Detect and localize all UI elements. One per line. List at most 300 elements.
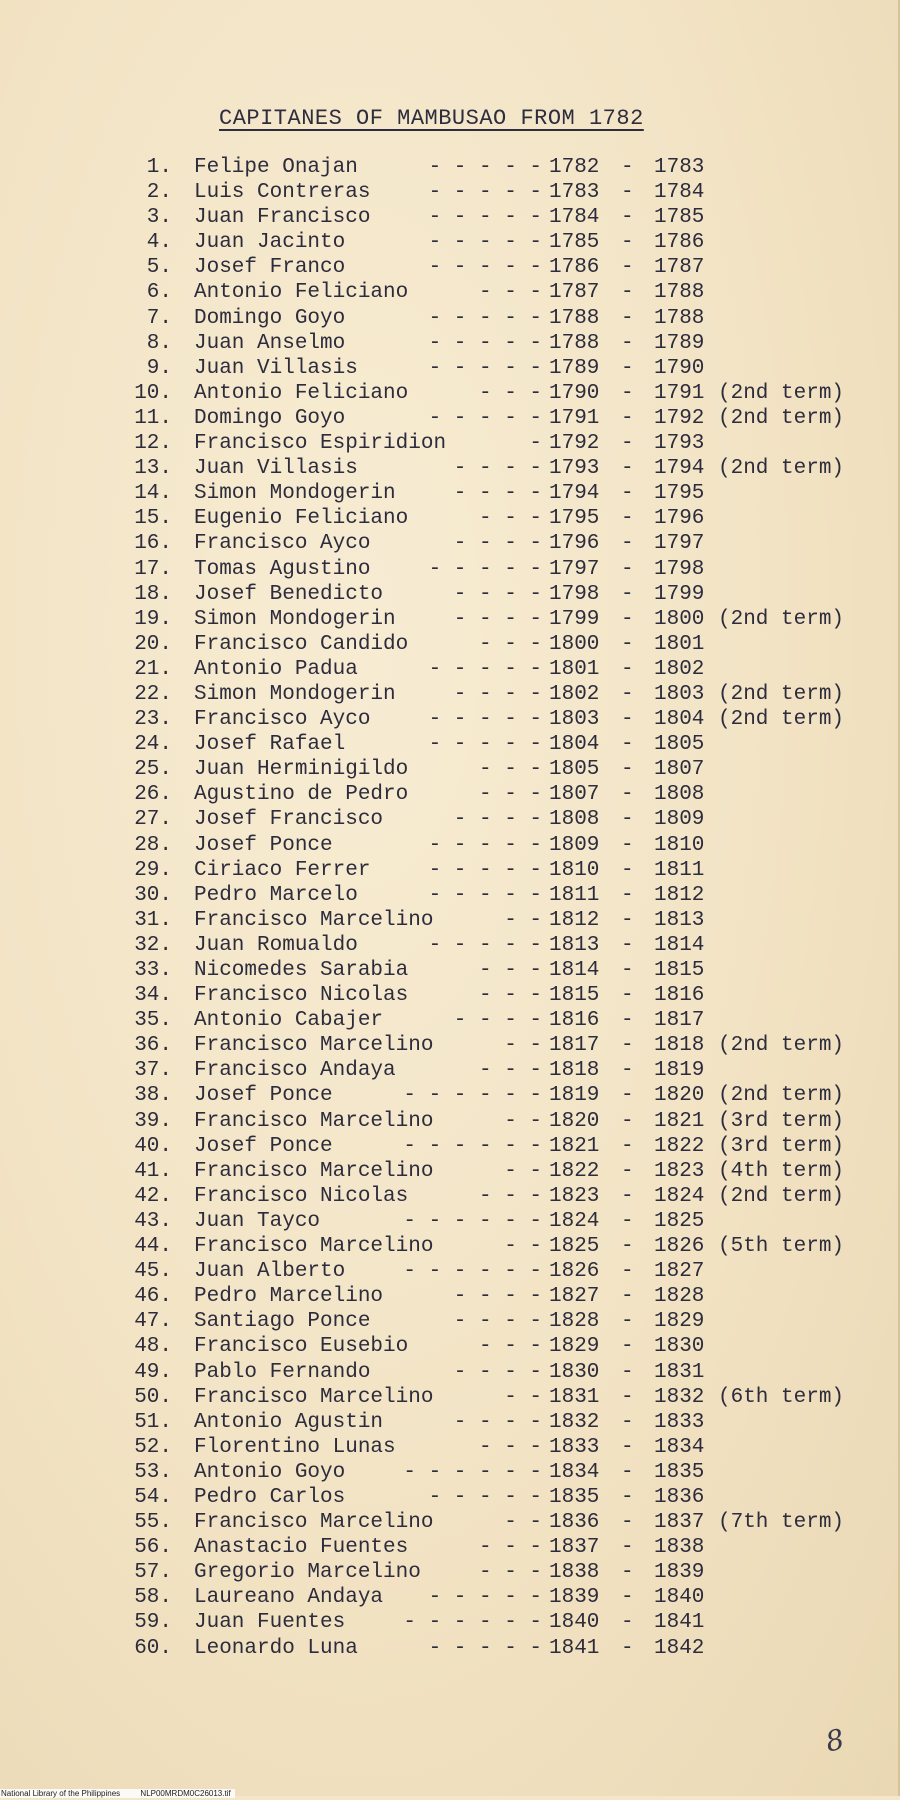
list-item [0, 858, 900, 883]
entry-number: 56. [134, 1536, 172, 1560]
leader-dashes: - - - - - - [403, 1460, 542, 1484]
leader-dashes: - - - [478, 783, 542, 807]
year-separator: - [621, 1460, 634, 1484]
list-item [0, 1510, 900, 1535]
capitan-name: Florentino Lunas [194, 1435, 396, 1459]
term-start-year: 1821 [549, 1134, 600, 1158]
entry-number: 28. [134, 833, 172, 857]
year-separator: - [621, 1159, 634, 1183]
term-note: (2nd term) [718, 607, 845, 631]
term-start-year: 1829 [549, 1335, 600, 1359]
year-separator: - [621, 1611, 634, 1635]
term-end-year: 1838 [654, 1536, 705, 1560]
entry-number: 24. [134, 733, 172, 757]
year-separator: - [621, 507, 634, 531]
entry-number: 57. [134, 1561, 172, 1585]
year-separator: - [621, 858, 634, 882]
entry-number: 49. [134, 1360, 172, 1384]
entry-number: 22. [134, 682, 172, 706]
list-item [0, 757, 900, 782]
leader-dashes: - - - - - [428, 858, 542, 882]
list-item [0, 1560, 900, 1585]
year-separator: - [621, 432, 634, 456]
capitan-name: Josef Francisco [194, 808, 384, 832]
leader-dashes: - - - - - - [403, 1209, 542, 1233]
term-end-year: 1836 [654, 1485, 705, 1509]
term-start-year: 1824 [549, 1209, 600, 1233]
entry-number: 2. [146, 181, 172, 205]
leader-dashes: - - - - - [428, 833, 542, 857]
capitan-name: Francisco Nicolas [194, 984, 409, 1008]
leader-dashes: - - - - - [428, 331, 542, 355]
term-end-year: 1833 [654, 1410, 705, 1434]
entry-number: 16. [134, 532, 172, 556]
year-separator: - [621, 984, 634, 1008]
year-separator: - [621, 1034, 634, 1058]
capitan-name: Juan Anselmo [194, 331, 346, 355]
list-item [0, 1485, 900, 1510]
leader-dashes: - - [504, 1159, 542, 1183]
capitan-name: Antonio Goyo [194, 1460, 346, 1484]
term-start-year: 1794 [549, 482, 600, 506]
list-item [0, 255, 900, 280]
list-item [0, 381, 900, 406]
capitan-name: Juan Alberto [194, 1260, 346, 1284]
leader-dashes: - - - [478, 1184, 542, 1208]
list-item [0, 1209, 900, 1234]
leader-dashes: - - - - [453, 808, 542, 832]
term-end-year: 1815 [654, 959, 705, 982]
term-start-year: 1820 [549, 1109, 600, 1133]
list-item [0, 1410, 900, 1435]
year-separator: - [621, 1184, 634, 1208]
term-end-year: 1789 [654, 331, 705, 355]
capitan-name: Francisco Eusebio [194, 1335, 409, 1359]
year-separator: - [621, 206, 634, 230]
term-start-year: 1833 [549, 1435, 600, 1459]
term-start-year: 1782 [549, 156, 600, 179]
leader-dashes: - - - - - [428, 933, 542, 957]
year-separator: - [621, 1134, 634, 1158]
term-end-year: 1804 [654, 708, 705, 732]
list-item [0, 1460, 900, 1485]
term-start-year: 1800 [549, 632, 600, 656]
term-end-year: 1794 [654, 457, 705, 481]
capitan-name: Santiago Ponce [194, 1310, 371, 1334]
list-item [0, 707, 900, 732]
term-start-year: 1788 [549, 331, 600, 355]
list-item [0, 632, 900, 657]
capitan-name: Francisco Espiridion [194, 432, 447, 456]
capitan-name: Gregorio Marcelino [194, 1561, 421, 1585]
year-separator: - [621, 758, 634, 782]
entry-number: 51. [134, 1410, 172, 1434]
capitan-name: Francisco Marcelino [194, 908, 434, 932]
capitan-name: Simon Mondogerin [194, 482, 396, 506]
capitan-name: Pedro Marcelino [194, 1285, 384, 1309]
year-separator: - [621, 959, 634, 982]
leader-dashes: - - - [478, 507, 542, 531]
entry-number: 53. [134, 1460, 172, 1484]
list-item [0, 1109, 900, 1134]
list-item [0, 1435, 900, 1460]
year-separator: - [621, 1360, 634, 1384]
year-separator: - [621, 1385, 634, 1409]
leader-dashes: - - [504, 1034, 542, 1058]
capitan-name: Josef Benedicto [194, 582, 384, 606]
entry-number: 47. [134, 1310, 172, 1334]
capitan-name: Anastacio Fuentes [194, 1536, 409, 1560]
term-start-year: 1803 [549, 708, 600, 732]
term-end-year: 1816 [654, 984, 705, 1008]
year-separator: - [621, 306, 634, 330]
capitan-name: Juan Villasis [194, 457, 358, 481]
leader-dashes: - - - - - - [403, 1084, 542, 1108]
term-end-year: 1793 [654, 432, 705, 456]
list-item [0, 180, 900, 205]
year-separator: - [621, 1561, 634, 1585]
leader-dashes: - - - [478, 1561, 542, 1585]
list-item [0, 230, 900, 255]
year-separator: - [621, 457, 634, 481]
capitan-name: Antonio Agustin [194, 1410, 384, 1434]
entry-number: 48. [134, 1335, 172, 1359]
term-end-year: 1823 [654, 1159, 705, 1183]
entry-number: 55. [134, 1511, 172, 1535]
term-start-year: 1788 [549, 306, 600, 330]
term-end-year: 1788 [654, 281, 705, 305]
entry-number: 31. [134, 908, 172, 932]
term-note: (2nd term) [718, 708, 845, 732]
list-item [0, 607, 900, 632]
year-separator: - [621, 833, 634, 857]
entry-number: 25. [134, 758, 172, 782]
term-start-year: 1784 [549, 206, 600, 230]
capitan-name: Antonio Feliciano [194, 281, 409, 305]
capitan-name: Josef Ponce [194, 1084, 333, 1108]
capitan-name: Pablo Fernando [194, 1360, 371, 1384]
leader-dashes: - - - - - - [403, 1611, 542, 1635]
leader-dashes: - - - - - - [403, 1134, 542, 1158]
term-start-year: 1841 [549, 1636, 600, 1660]
leader-dashes: - - - - - [428, 206, 542, 230]
capitan-name: Juan Francisco [194, 206, 371, 230]
term-end-year: 1796 [654, 507, 705, 531]
year-separator: - [621, 181, 634, 205]
term-note: (3rd term) [718, 1109, 845, 1133]
year-separator: - [621, 1485, 634, 1509]
list-item [0, 1360, 900, 1385]
capitan-name: Luis Contreras [194, 181, 371, 205]
entry-number: 4. [146, 231, 172, 255]
capitan-name: Juan Herminigildo [194, 758, 409, 782]
capitan-name: Francisco Ayco [194, 532, 371, 556]
term-end-year: 1818 [654, 1034, 705, 1058]
leader-dashes: - - - - - [428, 1485, 542, 1509]
term-end-year: 1801 [654, 632, 705, 656]
entry-number: 13. [134, 457, 172, 481]
entry-number: 60. [134, 1636, 172, 1660]
capitan-name: Juan Villasis [194, 356, 358, 380]
term-end-year: 1821 [654, 1109, 705, 1133]
list-item [0, 331, 900, 356]
leader-dashes: - - - - - [428, 708, 542, 732]
list-item [0, 1284, 900, 1309]
term-start-year: 1838 [549, 1561, 600, 1585]
leader-dashes: - - - - - [428, 657, 542, 681]
leader-dashes: - - - - [453, 532, 542, 556]
term-start-year: 1795 [549, 507, 600, 531]
capitan-name: Francisco Nicolas [194, 1184, 409, 1208]
year-separator: - [621, 808, 634, 832]
term-note: (6th term) [718, 1385, 845, 1409]
entry-number: 36. [134, 1034, 172, 1058]
entry-number: 42. [134, 1184, 172, 1208]
term-end-year: 1814 [654, 933, 705, 957]
year-separator: - [621, 1335, 634, 1359]
term-end-year: 1841 [654, 1611, 705, 1635]
entry-number: 59. [134, 1611, 172, 1635]
year-separator: - [621, 356, 634, 380]
year-separator: - [621, 331, 634, 355]
capitan-name: Antonio Cabajer [194, 1009, 384, 1033]
entry-number: 29. [134, 858, 172, 882]
year-separator: - [621, 482, 634, 506]
list-item [0, 306, 900, 331]
library-credit: National Library of the Philippines [1, 1789, 121, 1798]
capitan-name: Agustino de Pedro [194, 783, 409, 807]
term-start-year: 1837 [549, 1536, 600, 1560]
entry-number: 38. [134, 1084, 172, 1108]
capitan-name: Francisco Ayco [194, 708, 371, 732]
year-separator: - [621, 1410, 634, 1434]
leader-dashes: - - - [478, 1335, 542, 1359]
year-separator: - [621, 557, 634, 581]
entry-number: 6. [146, 281, 172, 305]
list-item [0, 582, 900, 607]
capitan-name: Felipe Onajan [194, 156, 358, 179]
list-item [0, 958, 900, 983]
leader-dashes: - - - [478, 959, 542, 982]
term-start-year: 1791 [549, 406, 600, 430]
term-end-year: 1798 [654, 557, 705, 581]
term-note: (2nd term) [718, 1084, 845, 1108]
term-start-year: 1815 [549, 984, 600, 1008]
leader-dashes: - - - - - [428, 356, 542, 380]
term-start-year: 1783 [549, 181, 600, 205]
leader-dashes: - - - - - [428, 883, 542, 907]
list-item [0, 1134, 900, 1159]
capitan-name: Francisco Marcelino [194, 1385, 434, 1409]
term-end-year: 1791 [654, 381, 705, 405]
list-item [0, 983, 900, 1008]
term-end-year: 1817 [654, 1009, 705, 1033]
leader-dashes: - - - - - [428, 406, 542, 430]
entry-number: 52. [134, 1435, 172, 1459]
year-separator: - [621, 1235, 634, 1259]
year-separator: - [621, 783, 634, 807]
entry-number: 27. [134, 808, 172, 832]
entry-number: 50. [134, 1385, 172, 1409]
term-start-year: 1835 [549, 1485, 600, 1509]
term-start-year: 1819 [549, 1084, 600, 1108]
year-separator: - [621, 1536, 634, 1560]
list-item [0, 1334, 900, 1359]
term-start-year: 1805 [549, 758, 600, 782]
year-separator: - [621, 281, 634, 305]
leader-dashes: - - - - - [428, 306, 542, 330]
term-end-year: 1783 [654, 156, 705, 179]
entry-number: 40. [134, 1134, 172, 1158]
term-start-year: 1801 [549, 657, 600, 681]
entry-number: 35. [134, 1009, 172, 1033]
capitan-name: Juan Romualdo [194, 933, 358, 957]
term-end-year: 1830 [654, 1335, 705, 1359]
term-end-year: 1808 [654, 783, 705, 807]
capitan-name: Domingo Goyo [194, 306, 346, 330]
term-end-year: 1792 [654, 406, 705, 430]
term-start-year: 1818 [549, 1059, 600, 1083]
list-item [0, 1033, 900, 1058]
year-separator: - [621, 933, 634, 957]
year-separator: - [621, 1285, 634, 1309]
capitan-name: Francisco Marcelino [194, 1235, 434, 1259]
term-end-year: 1813 [654, 908, 705, 932]
capitan-name: Tomas Agustino [194, 557, 371, 581]
year-separator: - [621, 1059, 634, 1083]
leader-dashes: - - - [478, 1435, 542, 1459]
term-end-year: 1834 [654, 1435, 705, 1459]
term-start-year: 1823 [549, 1184, 600, 1208]
handwritten-page-number: 8 [822, 1722, 848, 1759]
term-end-year: 1788 [654, 306, 705, 330]
term-end-year: 1827 [654, 1260, 705, 1284]
term-end-year: 1829 [654, 1310, 705, 1334]
term-end-year: 1832 [654, 1385, 705, 1409]
list-item [0, 356, 900, 381]
list-item [0, 1259, 900, 1284]
term-end-year: 1824 [654, 1184, 705, 1208]
leader-dashes: - - - - - [428, 156, 542, 179]
leader-dashes: - - [504, 1385, 542, 1409]
capitan-name: Juan Fuentes [194, 1611, 346, 1635]
entry-number: 1. [146, 156, 172, 179]
leader-dashes: - - [504, 908, 542, 932]
entry-number: 20. [134, 632, 172, 656]
entry-number: 34. [134, 984, 172, 1008]
entry-number: 21. [134, 657, 172, 681]
leader-dashes: - - - - - [428, 733, 542, 757]
capitan-name: Juan Jacinto [194, 231, 346, 255]
leader-dashes: - - [504, 1109, 542, 1133]
term-end-year: 1787 [654, 256, 705, 280]
term-note: (2nd term) [718, 381, 845, 405]
entry-number: 7. [146, 306, 172, 330]
term-start-year: 1787 [549, 281, 600, 305]
capitan-name: Domingo Goyo [194, 406, 346, 430]
term-end-year: 1795 [654, 482, 705, 506]
list-item [0, 807, 900, 832]
year-separator: - [621, 1310, 634, 1334]
term-end-year: 1837 [654, 1511, 705, 1535]
term-start-year: 1830 [549, 1360, 600, 1384]
capitan-name: Simon Mondogerin [194, 607, 396, 631]
entry-number: 32. [134, 933, 172, 957]
list-item [0, 481, 900, 506]
year-separator: - [621, 607, 634, 631]
entry-number: 37. [134, 1059, 172, 1083]
term-end-year: 1812 [654, 883, 705, 907]
term-start-year: 1828 [549, 1310, 600, 1334]
leader-dashes: - - - - [453, 482, 542, 506]
list-item [0, 1585, 900, 1610]
entry-number: 17. [134, 557, 172, 581]
term-end-year: 1800 [654, 607, 705, 631]
term-note: (2nd term) [718, 406, 845, 430]
capitan-name: Francisco Marcelino [194, 1034, 434, 1058]
term-end-year: 1803 [654, 682, 705, 706]
term-end-year: 1790 [654, 356, 705, 380]
list-item [0, 531, 900, 556]
list-item [0, 506, 900, 531]
term-end-year: 1840 [654, 1586, 705, 1610]
leader-dashes: - - - [478, 758, 542, 782]
term-end-year: 1831 [654, 1360, 705, 1384]
year-separator: - [621, 657, 634, 681]
capitan-name: Pedro Carlos [194, 1485, 346, 1509]
list-item [0, 1159, 900, 1184]
year-separator: - [621, 406, 634, 430]
term-note: (3rd term) [718, 1134, 845, 1158]
term-note: (2nd term) [718, 1184, 845, 1208]
term-start-year: 1812 [549, 908, 600, 932]
list-item [0, 155, 900, 180]
year-separator: - [621, 256, 634, 280]
file-code: NLP00MRDM0C26013.tif [140, 1789, 231, 1798]
list-item [0, 782, 900, 807]
leader-dashes: - - [504, 1235, 542, 1259]
list-item [0, 833, 900, 858]
capitan-name: Ciriaco Ferrer [194, 858, 371, 882]
capitan-name: Josef Rafael [194, 733, 346, 757]
entry-number: 45. [134, 1260, 172, 1284]
leader-dashes: - - - - - [428, 231, 542, 255]
capitan-name: Eugenio Feliciano [194, 507, 409, 531]
term-start-year: 1839 [549, 1586, 600, 1610]
term-start-year: 1827 [549, 1285, 600, 1309]
year-separator: - [621, 1636, 634, 1660]
capitanes-list [0, 155, 900, 1661]
term-note: (2nd term) [718, 457, 845, 481]
entry-number: 54. [134, 1485, 172, 1509]
year-separator: - [621, 1009, 634, 1033]
term-start-year: 1807 [549, 783, 600, 807]
list-item [0, 732, 900, 757]
year-separator: - [621, 1109, 634, 1133]
leader-dashes: - - - - [453, 1360, 542, 1384]
list-item [0, 205, 900, 230]
capitan-name: Francisco Marcelino [194, 1511, 434, 1535]
year-separator: - [621, 1586, 634, 1610]
term-end-year: 1786 [654, 231, 705, 255]
term-start-year: 1811 [549, 883, 600, 907]
capitan-name: Francisco Andaya [194, 1059, 396, 1083]
entry-number: 14. [134, 482, 172, 506]
list-item [0, 1610, 900, 1635]
leader-dashes: - - - - [453, 1310, 542, 1334]
term-start-year: 1798 [549, 582, 600, 606]
term-note: (5th term) [718, 1235, 845, 1259]
